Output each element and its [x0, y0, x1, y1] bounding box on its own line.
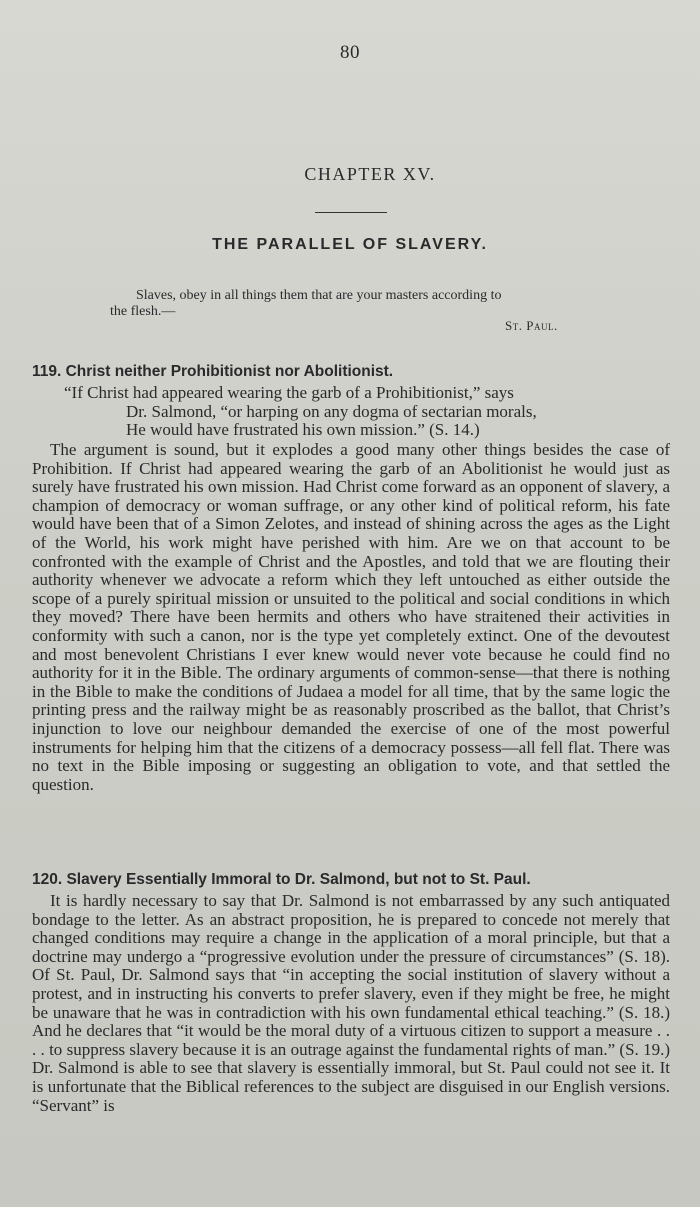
- quote-line: He would have frustrated his own mission.” (S. 14.): [126, 420, 480, 439]
- chapter-title: THE PARALLEL OF SLAVERY.: [212, 236, 488, 253]
- section-heading-120: 120. Slavery Essentially Immoral to Dr. Salmond, but not to St. Paul.: [32, 871, 531, 888]
- block-quote: [64, 384, 670, 440]
- quote-line: “If Christ had appeared wearing the garb of a Prohibitionist,” says: [64, 383, 514, 402]
- section-120-paragraph: It is hardly necessary to say that Dr. Salmond is not embarrassed by any such antiquated bondage to the letter. As an abstract proposition, he is prepared to concede not merely that changed conditions may require a change in the application of a moral principle, but that a doctrine may undergo a “progressive evolution under the pressure of circumstances” (S. 18). Of St. Paul, Dr. Salmond says that “in accepting the social institution of slavery without a protest, and in instructing his converts to prefer slavery, even if they might be free, he might be unaware that he was in contradiction with his own fundamental ethical teaching.” (S. 18.) And he declares that “it would be the moral duty of a virtuous citizen to support a measure . . . . to suppress slavery because it is an outrage against the fundamental rights of man.” (S. 19.) Dr. Salmond is able to see that slavery is essentially immoral, but St. Paul could not see it. It is unfortunate that the Biblical references to the subject are disguised in our English versions. “Servant” is: [32, 891, 670, 1115]
- chapter-heading: CHAPTER XV.: [304, 164, 436, 184]
- epigraph-attribution: St. Paul.: [505, 318, 558, 333]
- chapter-divider: [315, 212, 387, 213]
- section-heading-119: 119. Christ neither Prohibitionist nor Abolitionist.: [32, 363, 394, 380]
- page-number: 80: [340, 42, 360, 63]
- quote-line: Dr. Salmond, “or harping on any dogma of sectarian morals,: [126, 401, 537, 421]
- epigraph-line: the flesh.—: [110, 304, 176, 319]
- epigraph-line: Slaves, obey in all things them that are your masters according to: [136, 288, 502, 303]
- epigraph: [110, 288, 590, 320]
- section-119-paragraph: The argument is sound, but it explodes a good many other things besides the case of Prohibition. If Christ had appeared wearing the garb of an Abolitionist he would just as surely have frustrated his own mission. Had Christ come forward as an opponent of slavery, a champion of democracy or woman suffrage, or any other kind of political reform, his fate would have been that of a Simon Zelotes, and instead of shining across the ages as the Light of the World, his work might have perished with him. Are we on that account to be confronted with the example of Christ and the Apostles, and told that we are flouting their authority whenever we advocate a reform which they left untouched as either outside the scope of a purely spiritual mission or unsuited to the political and social conditions in which they moved? There have been hermits and others who have straitened their activities in conformity with such a canon, nor is the type yet completely extinct. One of the devoutest and most benevolent Christians I ever knew would never vote because he could find no authority for it in the Bible. The ordinary arguments of common-sense—that there is nothing in the Bible to make the conditions of Judaea a model for all time, that by the same logic the printing press and the railway might be as reasonably proscribed as the ballot, that Christ’s injunction to love our neighbour demanded the exercise of one of the most powerful instruments for helping him that the citizens of a democracy possess—all fell flat. There was no text in the Bible imposing or suggesting an obligation to vote, and that settled the question.: [32, 440, 670, 794]
